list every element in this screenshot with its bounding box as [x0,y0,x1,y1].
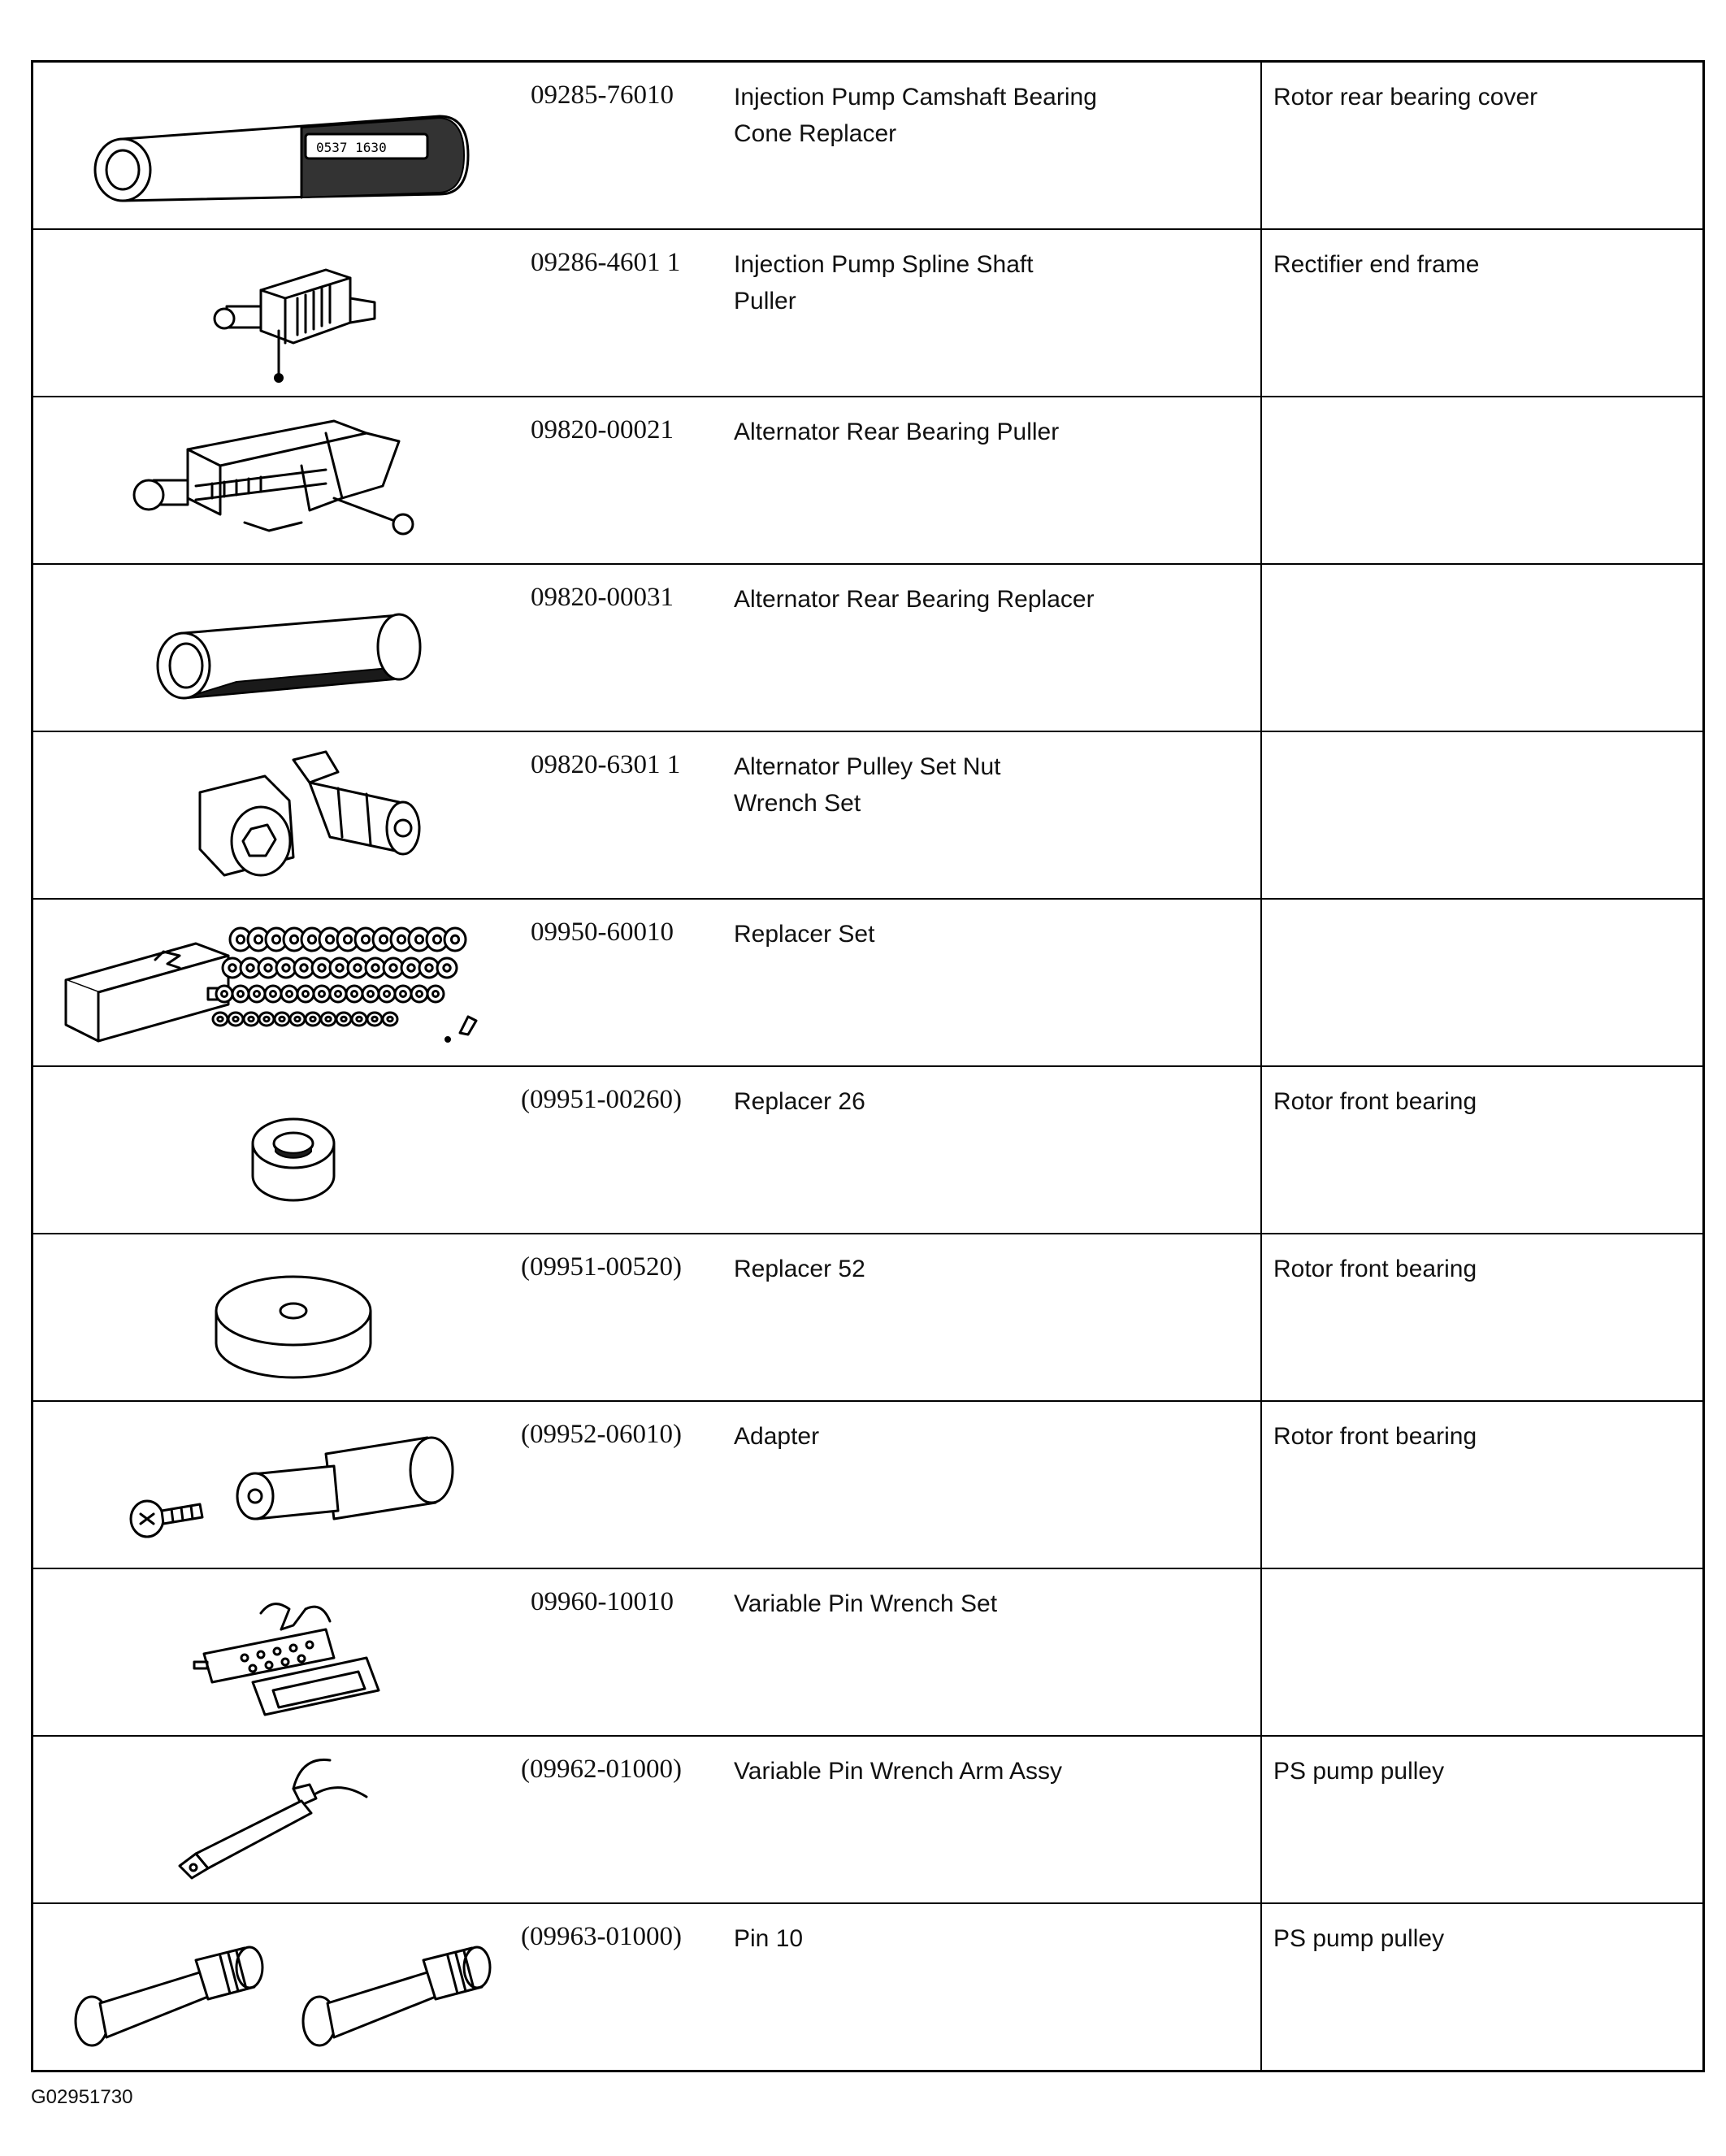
washer-icon [281,986,297,1002]
washer-icon [384,958,403,978]
washer-icon [290,1013,305,1026]
washer-icon [330,958,349,978]
part-use: Rotor front bearing [1273,1256,1477,1282]
washer-icon [314,986,330,1002]
pin-10-icon [58,1915,513,2062]
tool-name: Variable Pin Wrench Set [734,1590,998,1617]
replacer-26-icon [58,1078,513,1225]
tool-name: Alternator Pulley Set Nut Wrench Set [734,753,1001,817]
washer-icon [297,986,314,1002]
table-row [33,1402,1702,1569]
washer-icon [366,958,385,978]
part-number: 09820-00021 [531,415,674,445]
washer-icon [249,986,265,1002]
part-number: (09962-01000) [521,1755,682,1784]
washer-icon [383,1013,397,1026]
washer-icon [330,986,346,1002]
part-use: Rotor rear bearing cover [1273,84,1538,111]
tool-name: Alternator Rear Bearing Replacer [734,586,1095,613]
washer-icon [232,986,249,1002]
part-number: 09285-76010 [531,80,674,110]
tool-name: Replacer 52 [734,1256,865,1282]
table-row [33,900,1702,1067]
pin-wrench-arm-icon [58,1748,513,1894]
part-number: (09952-06010) [521,1420,682,1449]
replacer-set-icon [58,911,513,1057]
washer-icon [306,1013,320,1026]
tool-name: Pin 10 [734,1925,804,1952]
part-number: (09951-00520) [521,1252,682,1282]
rear-bearing-puller-icon [58,409,513,555]
figure-id: G02951730 [31,2086,133,2108]
washer-icon [244,1013,258,1026]
washer-icon [259,1013,274,1026]
tool-name: Alternator Rear Bearing Puller [734,419,1060,445]
part-use: PS pump pulley [1273,1925,1445,1952]
washer-icon [411,986,427,1002]
washer-icon [241,958,260,978]
washer-icon [336,1013,351,1026]
washer-icon [348,958,367,978]
washer-icon [367,1013,382,1026]
table-row [33,1904,1702,2071]
pulley-nut-wrench-set-icon [58,744,513,890]
washer-icon [419,958,439,978]
tool-name: Injection Pump Spline Shaft Puller [734,251,1034,315]
part-use: PS pump pulley [1273,1758,1445,1785]
washer-icon [312,958,332,978]
part-number: 09820-6301 1 [531,750,681,779]
washer-icon [362,986,379,1002]
table-row [33,1067,1702,1234]
part-use: Rotor front bearing [1273,1088,1477,1115]
part-number: (09963-01000) [521,1922,682,1951]
rear-bearing-replacer-icon [58,576,513,722]
washer-icon [228,1013,243,1026]
washer-icon [445,928,466,951]
tool-name: Replacer Set [734,921,875,948]
part-use: Rectifier end frame [1273,251,1480,278]
table-row [33,397,1702,565]
washer-icon [437,958,457,978]
spline-shaft-puller-icon [58,241,513,388]
pin-wrench-set-icon [58,1581,513,1727]
washer-icon [346,986,362,1002]
washer-icon [258,958,278,978]
camshaft-bearing-cone-replacer-icon [58,74,513,220]
washer-icon [223,958,242,978]
washer-icon [321,1013,336,1026]
part-use: Rotor front bearing [1273,1423,1477,1450]
washer-icon [379,986,395,1002]
part-number: 09820-00031 [531,583,674,612]
table-row [33,63,1702,230]
engraving-text: 0537 1630 [316,140,387,155]
washer-icon [213,1013,228,1026]
pin-left-icon [76,1947,262,2045]
tool-name: Injection Pump Camshaft Bearing Cone Replacer [734,84,1097,147]
table-row [33,1737,1702,1904]
part-number: (09951-00260) [521,1085,682,1114]
washer-icon [276,958,296,978]
table-row [33,1569,1702,1737]
washer-icon [265,986,281,1002]
washer-icon [352,1013,366,1026]
tool-name: Adapter [734,1423,820,1450]
washer-icon [216,986,232,1002]
table-row [33,230,1702,397]
part-number: 09950-60010 [531,917,674,947]
washer-icon [294,958,314,978]
washer-icon [395,986,411,1002]
tool-name: Replacer 26 [734,1088,865,1115]
washer-icon [427,986,444,1002]
washer-icon [401,958,421,978]
table-row [33,1234,1702,1402]
special-tools-table [31,60,1705,2072]
part-number: 09960-10010 [531,1587,674,1616]
replacer-52-icon [58,1246,513,1392]
adapter-icon [58,1413,513,1560]
part-number: 09286-4601 1 [531,248,681,277]
tool-name: Variable Pin Wrench Arm Assy [734,1758,1063,1785]
pin-right-icon [303,1947,490,2045]
table-row [33,565,1702,732]
washer-icon [275,1013,289,1026]
table-row [33,732,1702,900]
